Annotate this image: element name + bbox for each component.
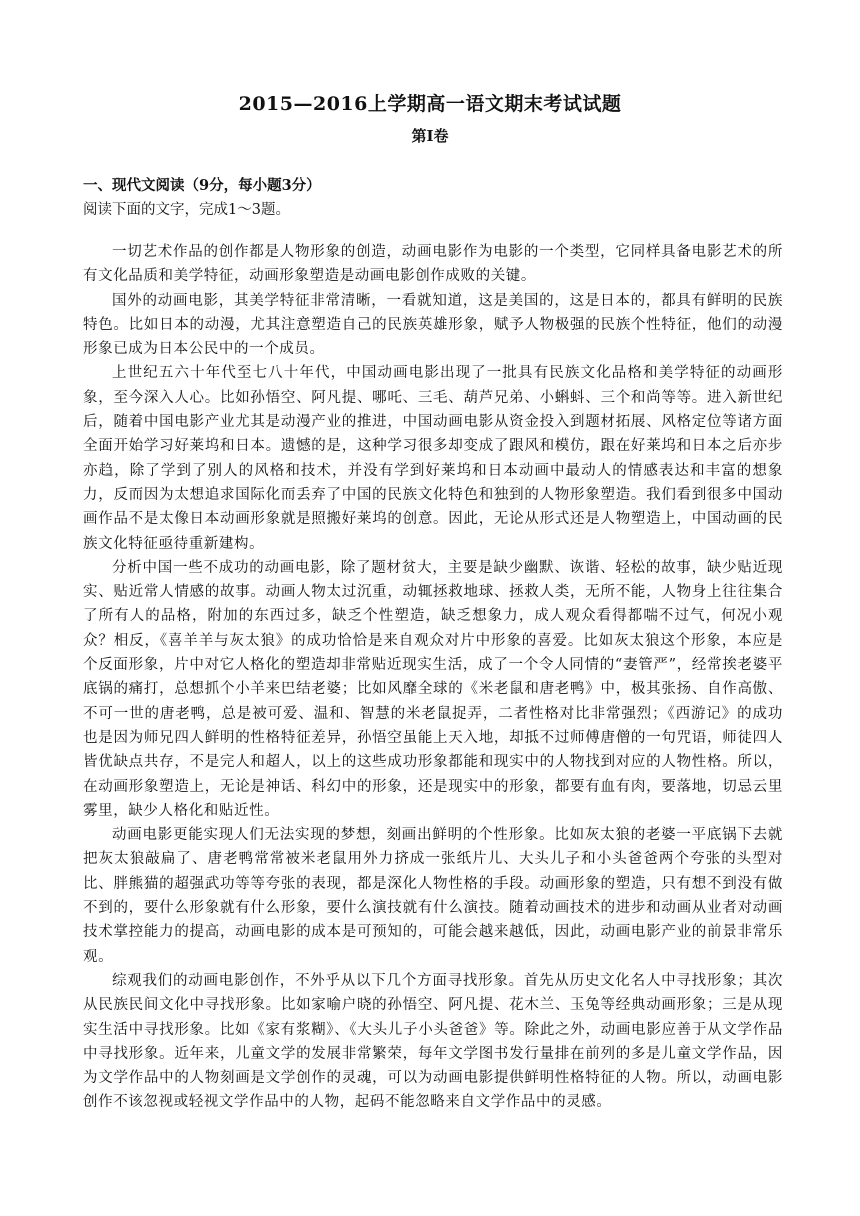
passage-paragraph-4: 分析中国一些不成功的动画电影，除了题材贫大，主要是缺少幽默、诙谐、轻松的故事，缺少贴近现实、贴近常人情感的故事。动画人物太过沉重，动辄拯救地球、拯救人类，无所不能，人物身上往往集合了所有人的品格，附加的东西过多，缺乏个性塑造，缺乏想象力，成人观众看得都喘不过气，何况小观众？相反，《喜羊羊与灰太狼》的成功恰恰是来自观众对片中形象的喜爱。比如灰太狼这个形象，本应是个反面形象，片中对它人格化的塑造却非常贴近现实生活，成了一个令人同情的“妻管严”，经常挨老婆平底锅的痛打，总想抓个小羊来巴结老婆；比如风靡全球的《米老鼠和唐老鸭》中，极其张扬、自作高傲、不可一世的唐老鸭，总是被可爱、温和、智慧的米老鼠捉弄，二者性格对比非常强烈；《西游记》的成功也是因为师兄四人鲜明的性格特征差异，孙悟空虽能上天入地，却抵不过师傅唐僧的一句咒语，师徒四人皆优缺点共存，不是完人和超人，以上的这些成功形象都能和现实中的人物找到对应的人物性格。所以，在动画形象塑造上，无论是神话、科幻中的形象，还是现实中的形象，都要有血有肉，要落地，切忌云里雾里，缺少人格化和贴近性。 [83,559,783,819]
passage-paragraph-2: 国外的动画电影，其美学特征非常清晰，一看就知道，这是美国的，这是日本的，都具有鲜明的民族特色。比如日本的动漫，尤其注意塑造自己的民族英雄形象，赋予人物极强的民族个性特征，他们的动漫形象已成为日本公民中的一个成员。 [83,292,783,358]
volume-label: 第Ⅰ卷 [411,127,449,145]
reading-instruction: 阅读下面的文字，完成1～3题。 [83,202,290,218]
passage-paragraph-1: 一切艺术作品的创作都是人物形象的创造，动画电影作为电影的一个类型，它同样具备电影艺术的所有文化品质和美学特征，动画形象塑造是动画电影创作成败的关键。 [83,244,783,285]
passage-paragraph-3: 上世纪五六十年代至七八十年代，中国动画电影出现了一批具有民族文化品格和美学特征的动画形象，至今深入人心。比如孙悟空、阿凡提、哪吒、三毛、葫芦兄弟、小蝌蚪、三个和尚等等。进入新世纪后，随着中国电影产业尤其是动漫产业的推进，中国动画电影从资金投入到题材拓展、风格定位等诸方面全面开始学习好莱坞和日本。遗憾的是，这种学习很多却变成了跟风和模仿，跟在好莱坞和日本之后亦步亦趋，除了学到了别人的风格和技术，并没有学到好莱坞和日本动画中最动人的情感表达和丰富的想象力，反而因为太想追求国际化而丢弃了中国的民族文化特色和独到的人物形象塑造。我们看到很多中国动画作品不是太像日本动画形象就是照搬好莱坞的创意。因此，无论从形式还是人物塑造上，中国动画的民族文化特征亟待重新建构。 [83,365,783,552]
section-heading: 一、现代文阅读（9分，每小题3分） [83,177,321,194]
reading-passage [83,240,783,1115]
passage-paragraph-5: 动画电影更能实现人们无法实现的梦想，刻画出鲜明的个性形象。比如灰太狼的老婆一平底锅下去就把灰太狼敲扁了、唐老鸭常常被米老鼠用外力挤成一张纸片儿、大头儿子和小头爸爸两个夸张的头型对比、胖熊猫的超强武功等等夸张的表现，都是深化人物性格的手段。动画形象的塑造，只有想不到没有做不到的，要什么形象就有什么形象，要什么演技就有什么演技。随着动画技术的进步和动画从业者对动画技术掌控能力的提高，动画电影的成本是可预知的，可能会越来越低，因此，动画电影产业的前景非常乐观。 [83,827,783,965]
passage-paragraph-6: 综观我们的动画电影创作，不外乎从以下几个方面寻找形象。首先从历史文化名人中寻找形象；其次从民族民间文化中寻找形象。比如家喻户晓的孙悟空、阿凡提、花木兰、玉兔等经典动画形象；三是从现实生活中寻找形象。比如《家有浆糊》、《大头儿子小头爸爸》等。除此之外，动画电影应善于从文学作品中寻找形象。近年来，儿童文学的发展非常繁荣，每年文学图书发行量排在前列的多是儿童文学作品，因为文学作品中的人物刻画是文学创作的灵魂，可以为动画电影提供鲜明性格特征的人物。所以，动画电影创作不该忽视或轻视文学作品中的人物，起码不能忽略来自文学作品中的灵感。 [83,972,783,1111]
exam-title: 2015—2016上学期高一语文期末考试试题 [238,93,622,115]
